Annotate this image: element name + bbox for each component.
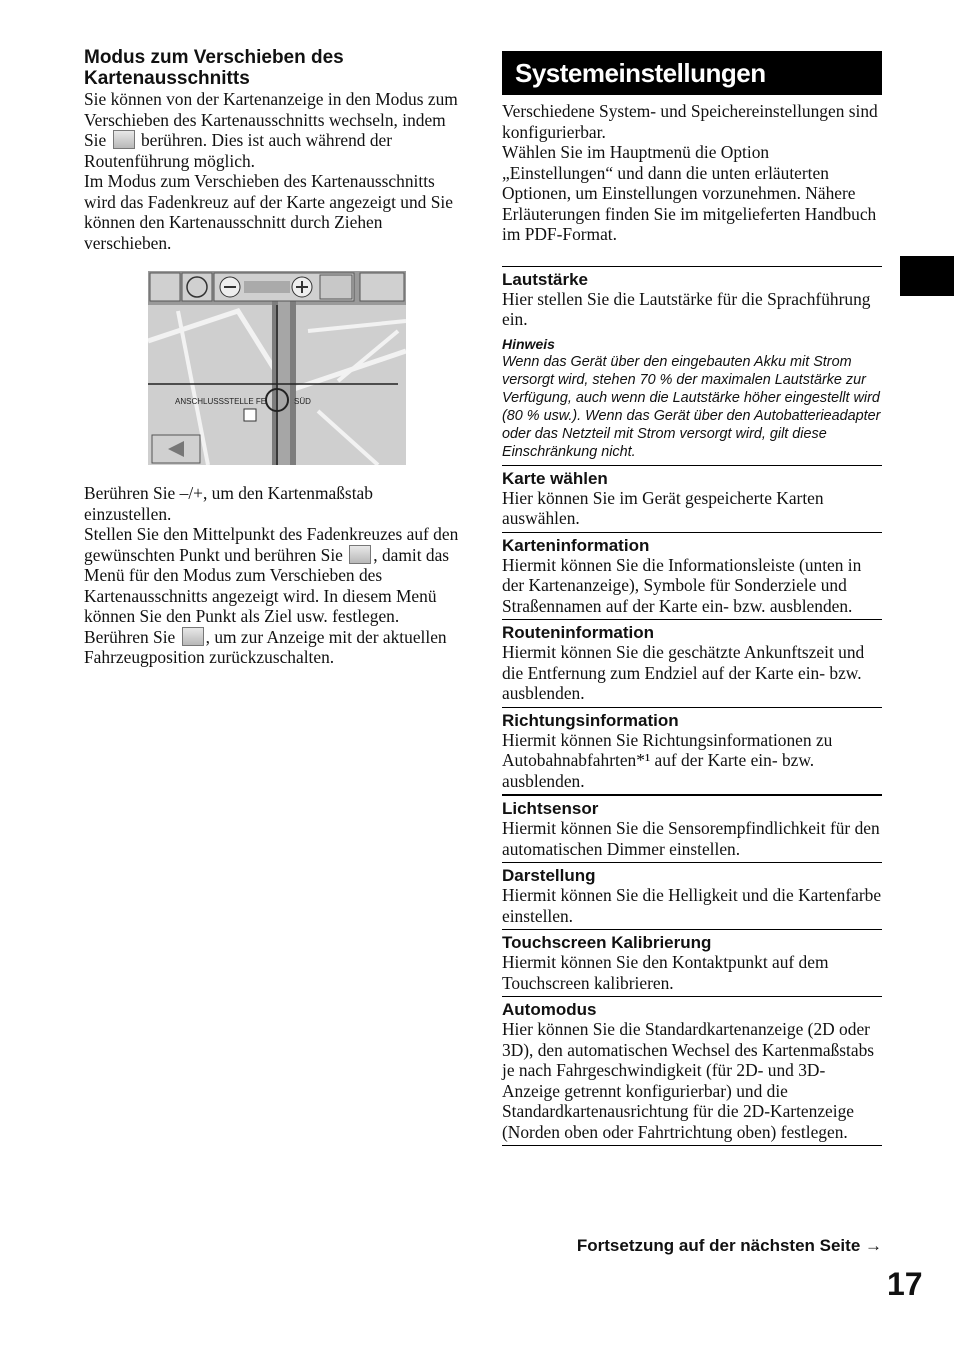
setting-text: Hier können Sie die Standardkartenanzeige (2D oder 3D), den automatischen Wechsel des Kartenmaßstabs je nach Fahrgeschwindigkeit (für 2D- und 3D-Anzeige getrennt konfigurierbar) und die Standardkartenausrichtung für die 2D-Kartenzeige (Norden oben oder Fahrtrichtung oben) festlegen.: [502, 1019, 875, 1142]
menu-flag-icon: [349, 545, 371, 564]
map-place-label: ANSCHLUSSSTELLE FE: [175, 397, 267, 406]
setting-text: Hier stellen Sie die Lautstärke für die Sprachführung ein.: [502, 288, 871, 329]
page-number: 17: [887, 1266, 923, 1302]
setting-section: [502, 532, 882, 617]
intro-paragraph-2: Wählen Sie im Hauptmenü die Option „Einstellungen“ und dann die unten erläuterten Optionen, um Einstellungen vorzunehmen. Nähere Erläuterungen finden Sie im mitgelieferten Handbuch im PDF-Format.: [502, 142, 877, 244]
paragraph-4: Stellen Sie den Mittelpunkt des Fadenkreuzes auf den gewünschten Punkt und berühren Sie , damit das Menü für den Modus zum Verschieben des Kartenausschnitts angezeigt wird. In diesem Menü können Sie den Punkt als Ziel usw. festlegen.: [84, 524, 459, 626]
paragraph-2: Im Modus zum Verschieben des Kartenausschnitts wird das Fadenkreuz auf der Karte angezeigt und Sie können den Kartenausschnitt durch Ziehen verschieben.: [84, 171, 453, 253]
note-text: Wenn das Gerät über den eingebauten Akku mit Strom versorgt wird, stehen 70 % der maximalen Lautstärke zur Verfügung, auch wenn die Lautstärke höher eingestellt wird (80 % usw.). Wenn das Gerät über den Autobatterieadapter oder das Netzteil mit Strom versorgt wird, gilt diese Einschränkung nicht.: [502, 353, 881, 460]
setting-title: Automodus: [502, 1000, 597, 1019]
setting-section: [502, 465, 882, 529]
setting-section: [502, 707, 882, 792]
setting-text: Hiermit können Sie den Kontaktpunkt auf dem Touchscreen kalibrieren.: [502, 952, 829, 993]
setting-section: [502, 266, 882, 461]
setting-title: Lautstärke: [502, 269, 588, 289]
setting-title: Routeninformation: [502, 623, 655, 642]
intro-paragraph-1: Verschiedene System- und Speichereinstellungen sind konfigurierbar.: [502, 101, 878, 142]
map-place-label-2: SÜD: [294, 397, 311, 406]
setting-title: Darstellung: [502, 866, 596, 885]
setting-title: Karte wählen: [502, 468, 608, 488]
side-thumb-tab: [900, 256, 954, 296]
note-title: Hinweis: [502, 335, 555, 352]
scroll-mode-icon: [113, 130, 135, 149]
paragraph-1: Sie können von der Kartenanzeige in den Modus zum Verschieben des Kartenausschnitts wechseln, indem Sie berühren. Dies ist auch während der Routenführung möglich.: [84, 89, 458, 171]
setting-section: [502, 794, 882, 859]
vehicle-position-icon: [182, 627, 204, 646]
setting-text: Hiermit können Sie Richtungsinformationen zu Autobahnabfahrten*¹ auf der Karte ein- bzw. ausblenden.: [502, 729, 833, 791]
setting-title: Touchscreen Kalibrierung: [502, 933, 712, 952]
page-title: Systemeinstellungen: [502, 51, 882, 95]
continuation-note: Fortsetzung auf der nächsten Seite →: [576, 1236, 882, 1255]
setting-text: Hier können Sie im Gerät gespeicherte Karten auswählen.: [502, 487, 824, 528]
left-column: [84, 47, 464, 668]
right-column: [502, 51, 882, 1146]
paragraph-3: Berühren Sie –/+, um den Kartenmaßstab einzustellen.: [84, 483, 373, 524]
setting-title: Lichtsensor: [502, 799, 599, 818]
setting-section: [502, 996, 882, 1146]
map-screenshot: [148, 271, 406, 465]
setting-title: Karteninformation: [502, 535, 650, 555]
setting-text: Hiermit können Sie die geschätzte Ankunftszeit und die Entfernung zum Endziel auf der Karte ein- bzw. ausblenden.: [502, 642, 865, 703]
setting-text: Hiermit können Sie die Informationsleiste (unten in der Kartenanzeige), Symbole für Sonderziele und Straßennamen auf der Karte ein- bzw. ausblenden.: [502, 554, 862, 616]
setting-section: [502, 862, 882, 926]
setting-section: [502, 929, 882, 993]
section-heading: Modus zum Verschieben des Kartenausschnitts: [84, 47, 344, 89]
intro: [502, 101, 882, 245]
setting-title: Richtungsinformation: [502, 710, 679, 730]
setting-text: Hiermit können Sie die Helligkeit und die Kartenfarbe einstellen.: [502, 885, 882, 926]
map-illustration: [148, 271, 406, 465]
setting-text: Hiermit können Sie die Sensorempfindlichkeit für den automatischen Dimmer einstellen.: [502, 818, 880, 859]
setting-section: [502, 619, 882, 704]
paragraph-5: Berühren Sie , um zur Anzeige mit der aktuellen Fahrzeugposition zurückzuschalten.: [84, 626, 447, 667]
